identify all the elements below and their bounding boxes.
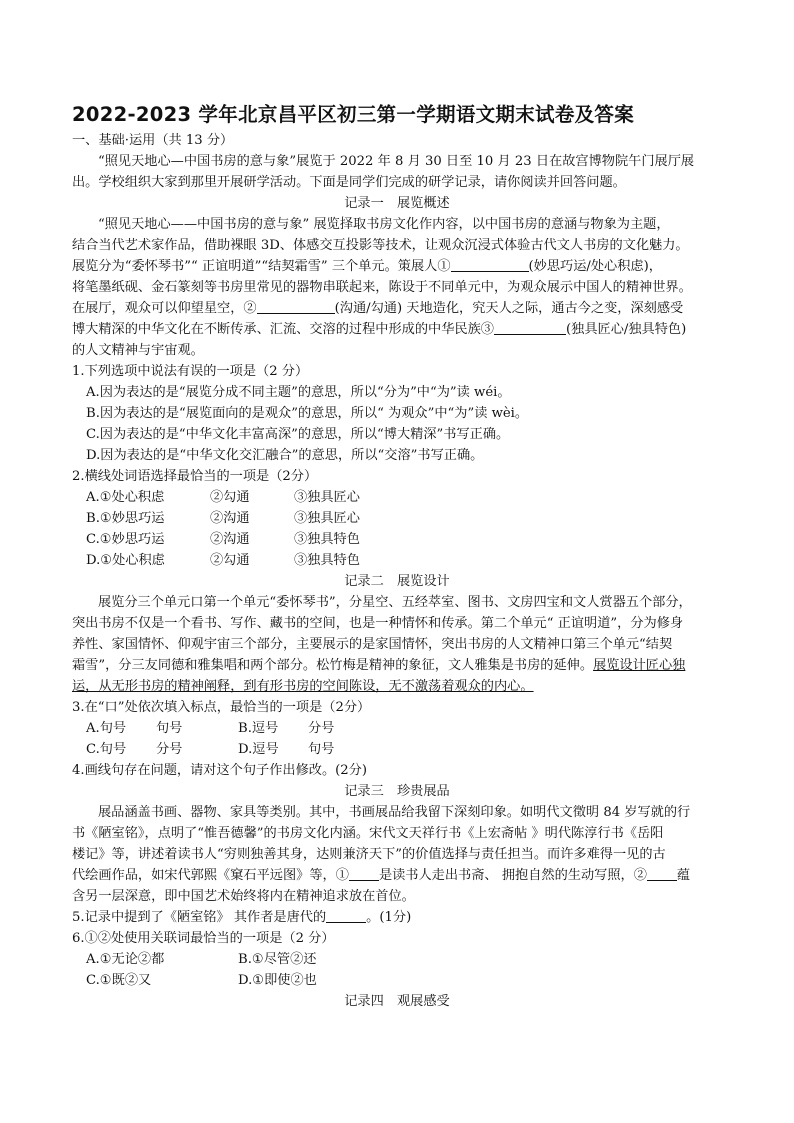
record-heading: 记录四 观展感受	[344, 994, 450, 1009]
intro-line: 出。学校组织大家到那里开展研学活动。下面是同学们完成的研学记录，请你阅读并回答问题。	[72, 175, 626, 190]
question-stem: 1.下列选项中说法有误的一项是（2 分）	[72, 364, 309, 379]
record1-line: “照见天地心——中国书房的意与象” 展览择取书房文化作内容，以中国书房的意涵与物象为主题，	[98, 217, 670, 232]
intro-line: “照见天地心—中国书房的意与象”展览于 2022 年 8 月 30 日至 10 月 23 日在故宫博物院午门展厅展	[98, 154, 695, 169]
fill-blank-5[interactable]	[647, 866, 677, 881]
fill-blank-1[interactable]	[451, 257, 529, 272]
fill-blank-3[interactable]	[494, 320, 566, 335]
option-d[interactable]: D.因为表达的是“中华文化交汇融合”的意思，所以“交溶”书写正确。	[86, 448, 484, 463]
fill-blank-4[interactable]	[349, 866, 379, 881]
underlined-sentence: 展览设计匠心独	[593, 658, 686, 673]
fill-blank-6[interactable]	[326, 908, 366, 923]
option-a[interactable]: A.①处心积虑 ②勾通 ③独具匠心	[86, 490, 360, 505]
underlined-sentence: 运，从无形书房的精神阐释，到有形书房的空间陈设，无不激荡着观众的内心。	[72, 679, 534, 694]
option-row[interactable]: C.①既②又 D.①即使②也	[86, 973, 317, 988]
record3-line: 含另一层深意，即中国艺术始终将内在精神追求放在首位。	[72, 889, 415, 904]
question-stem: 5.记录中提到了《陋室铭》 其作者是唐代的 。(1分)	[72, 910, 412, 925]
exam-page	[72, 102, 722, 1012]
page-title: 2022-2023 学年北京昌平区初三第一学期语文期末试卷及答案	[72, 103, 635, 126]
option-row[interactable]: A.句号 句号 B.逗号 分号	[86, 721, 335, 736]
record2-line: 霜雪”，分三友同德和雅集唱和两个部分。松竹梅是精神的象征，文人雅集是书房的延伸。展览设计匠心独	[72, 658, 686, 673]
option-row[interactable]: A.①无论②都 B.①尽管②还	[86, 952, 317, 967]
record2-line: 养性、家国情怀、仰观宇宙三个部分，主要展示的是家国情怀，突出书房的人文精神口第三个单元“结契	[72, 637, 673, 652]
question-stem: 6.①②处使用关联词最恰当的一项是（2 分）	[72, 931, 335, 946]
record2-line: 展览分三个单元口第一个单元“委怀琴书”，分星空、五经萃室、图书、文房四宝和文人赏器五个部分，	[98, 595, 692, 610]
record3-line: 书《陋室铭》，点明了“惟吾德馨”的书房文化内涵。宋代文天祥行书《上宏斋帖 》明代陈淳行书《岳阳	[72, 826, 664, 841]
question-stem: 4.画线句存在问题，请对这个句子作出修改。(2分)	[72, 763, 368, 778]
record1-line: 结合当代艺术家作品，借助裸眼 3D、体感交互投影等技术，让观众沉浸式体验古代文人书房的文化魅力。	[72, 238, 689, 253]
record3-line: 楼记》等，讲述着读书人“穷则独善其身，达则兼济天下”的价值选择与责任担当。而许多难得一见的古	[72, 847, 666, 862]
fill-blank-2[interactable]	[257, 299, 335, 314]
option-b[interactable]: B.因为表达的是“展览面向的是观众”的意思，所以“ 为观众”中“为”读 wèi。	[86, 406, 529, 421]
record-heading: 记录三 珍贵展品	[344, 784, 450, 799]
record1-line: 展览分为“委怀琴书”“ 正谊明道”“结契霜雪” 三个单元。策展人① (妙思巧运/处心积虑)，	[72, 259, 662, 274]
option-row[interactable]: C.句号 分号 D.逗号 句号	[86, 742, 335, 757]
record1-line: 博大精深的中华文化在不断传承、汇流、交溶的过程中形成的中华民族③ (独具匠心/独具特色)	[72, 322, 687, 337]
record3-line: 代绘画作品，如宋代郭熙《窠石平远图》等，① 是读书人走出书斋、 拥抱自然的生动写照，② 蕴	[72, 868, 691, 883]
record-heading: 记录一 展览概述	[344, 196, 450, 211]
record1-line: 在展厅，观众可以仰望星空，② (沟通/勾通) 天地造化，究天人之际，通古今之变，深刻感受	[72, 301, 684, 316]
record2-line: 突出书房不仅是一个看书、写作、藏书的空间，也是一种情怀和传承。第二个单元“ 正谊明道”，分为修身	[72, 616, 684, 631]
record3-line: 展品涵盖书画、器物、家具等类别。其中，书画展品给我留下深刻印象。如明代文徵明 84 岁写就的行	[98, 805, 691, 820]
record-heading: 记录二 展览设计	[344, 574, 450, 589]
option-b[interactable]: B.①妙思巧运 ②沟通 ③独具匠心	[86, 511, 360, 526]
section-heading: 一、基础·运用（共 13 分）	[72, 133, 234, 148]
question-stem: 2.横线处词语选择最恰当的一项是（2分）	[72, 469, 318, 484]
option-d[interactable]: D.①处心积虑 ②勾通 ③独具特色	[86, 553, 360, 568]
record1-line: 将笔墨纸砚、金石篆刻等书房里常见的器物串联起来，陈设于不同单元中，为观众展示中国人的精神世界。	[72, 280, 692, 295]
question-stem: 3.在“口”处依次填入标点，最恰当的一项是（2分）	[72, 700, 371, 715]
record1-line: 的人文精神与宇宙观。	[72, 343, 204, 358]
option-a[interactable]: A.因为表达的是“展览分成不同主题”的意思，所以“分为”中“为”读 wéi。	[86, 385, 511, 400]
option-c[interactable]: C.①妙思巧运 ②沟通 ③独具特色	[86, 532, 360, 547]
option-c[interactable]: C.因为表达的是“中华文化丰富高深”的意思，所以“博大精深”书写正确。	[86, 427, 510, 442]
